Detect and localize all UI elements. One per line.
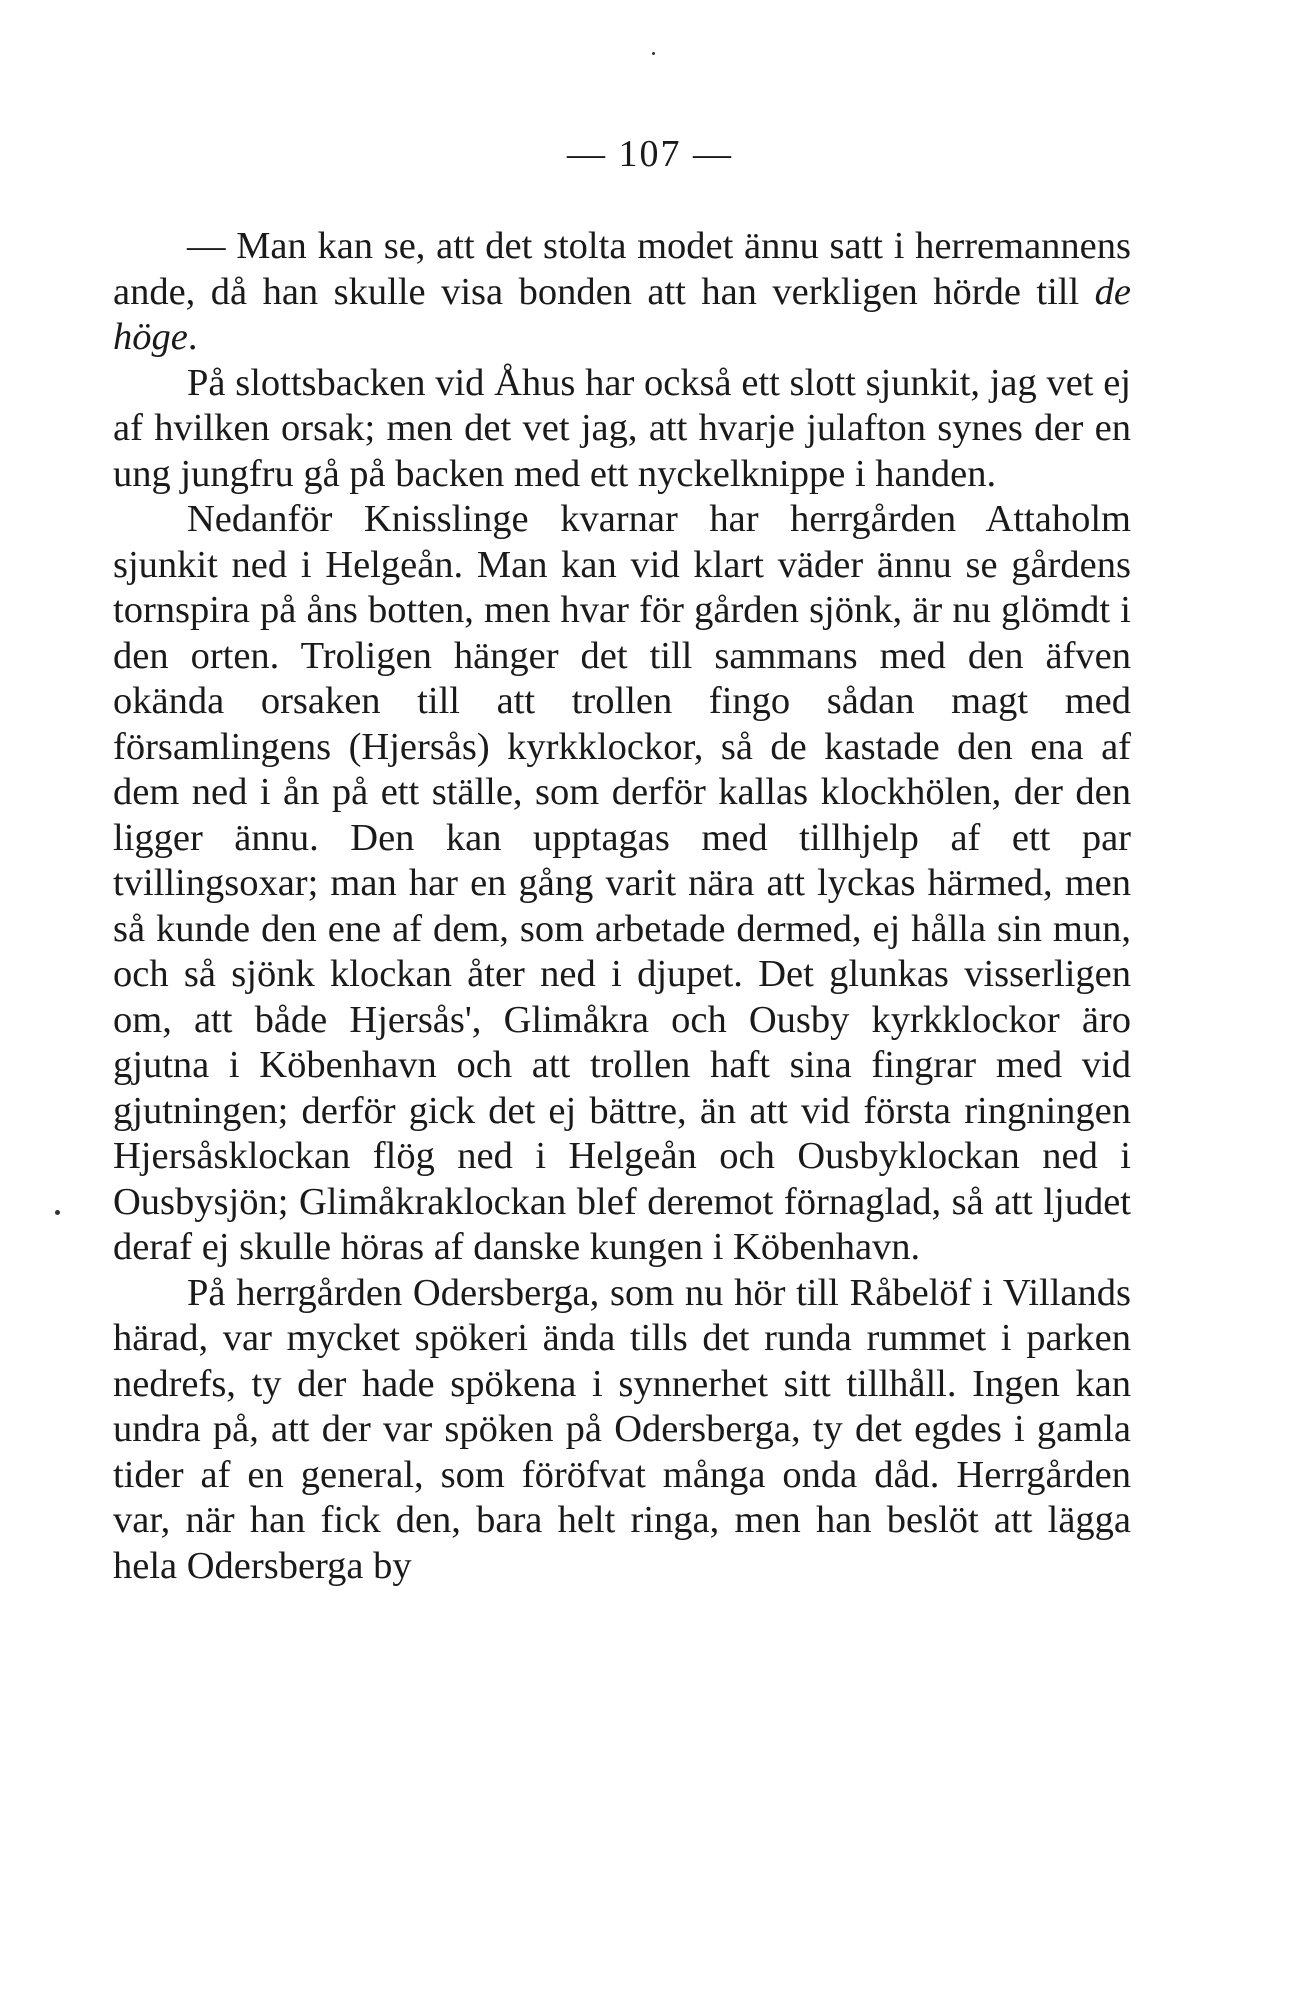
- page-number: — 107 —: [567, 133, 733, 175]
- paragraph-1-end: .: [187, 316, 198, 358]
- paragraph-1: [113, 224, 1131, 361]
- print-speck: [652, 52, 655, 55]
- paragraph-1-italic: de höge: [113, 270, 1131, 358]
- paragraph-4: På herrgården Odersberga, som nu hör till Råbelöf i Villands härad, var mycket spökeri ända tills det runda rummet i parken nedrefs, ty der hade spökena i synnerhet sitt tillhåll. Ingen kan undra på, att der var spöken på Odersberga, ty det egdes i gamla tider af en general, som föröfvat många onda dåd. Herrgården var, när han fick den, bara helt ringa, men han beslöt att lägga hela Odersberga by: [113, 1271, 1131, 1587]
- paragraph-1-text: — Man kan se, att det stolta modet ännu satt i herremannens ande, då han skulle visa bonden att han verkligen hörde till: [113, 225, 1131, 313]
- paragraph-3: Nedanför Knisslinge kvarnar har herrgården Attaholm sjunkit ned i Helgeån. Man kan vid klart väder ännu se gårdens tornspira på åns botten, men hvar för gården sjönk, är nu glömdt i den orten. Troligen hänger det till sammans med den äfven okända orsaken till att trollen fingo sådan magt med församlingens (Hjersås) kyrkklockor, så de kastade den ena af dem ned i ån på ett ställe, som derför kallas klockhölen, der den ligger ännu. Den kan upptagas med tillhjelp af ett par tvillingsoxar; man har en gång varit nära att lyckas härmed, men så kunde den ene af dem, som arbetade dermed, ej hålla sin mun, och så sjönk klockan åter ned i djupet. Det glunkas visserligen om, att både Hjersås', Glimåkra och Ousby kyrkklockor äro gjutna i Köbenhavn och att trollen haft sina fingrar med vid gjutningen; derför gick det ej bättre, än att vid första ringningen Hjersåsklockan flög ned i Helgeån och Ousbyklockan ned i Ousbysjön; Glimåkraklockan blef deremot förnaglad, så att ljudet deraf ej skulle höras af danske kungen i Köbenhavn.: [113, 498, 1131, 1268]
- print-speck: [55, 1210, 60, 1215]
- body-text: [113, 224, 1131, 1589]
- paragraph-2: På slottsbacken vid Åhus har också ett slott sjunkit, jag vet ej af hvilken orsak; men det vet jag, att hvarje julafton synes der en ung jungfru gå på backen med ett nyckelknippe i handen.: [113, 361, 1131, 495]
